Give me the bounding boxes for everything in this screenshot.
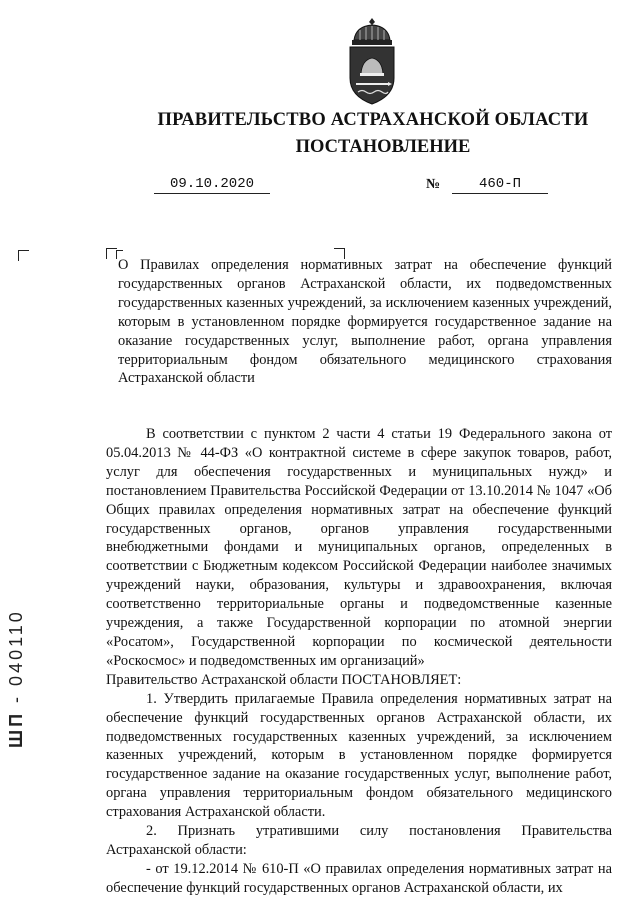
document-type: ПОСТАНОВЛЕНИЕ (295, 137, 471, 157)
government-title: ПРАВИТЕЛЬСТВО АСТРАХАНСКОЙ ОБЛАСТИ (157, 110, 589, 130)
preamble-paragraph: В соответствии с пунктом 2 части 4 статьи 19 Федерального закона от 05.04.2013 № 44-ФЗ «О контрактной системе в сфере закупок товаров, работ, услуг для обеспечения государственных и муниципальных нужд» и постановлением Правительства Российской Федерации от 13.10.2014 № 1047 «Об Общих правилах определения нормативных затрат на обеспечение функций государственных органов, органов управления государственными внебюджетными фондами и муниципальных органов, определенных в соответствии с Бюджетным кодексом Российской Федерации наиболее значимых учреждений науки, образования, культуры и здравоохранения, включая соответственно территориальные органы и подведомственные казенные учреждения, а также Государственной корпорации по атомной энергии «Росатом», Государственной корпорации по космической деятельности «Роскосмос» и подведомственных им организаций» (106, 426, 612, 669)
coat-of-arms-icon (344, 16, 400, 106)
side-registry-code (6, 609, 27, 748)
document-number: 460-П (452, 176, 548, 194)
side-code-separator: - (6, 693, 26, 703)
number-label: № (426, 177, 441, 192)
side-code-number: 040110 (6, 609, 26, 686)
document-date: 09.10.2020 (154, 176, 270, 194)
resolves-line: Правительство Астраханской области ПОСТАНОВЛЯЕТ: (106, 671, 462, 688)
item-1-paragraph: 1. Утвердить прилагаемые Правила определения нормативных затрат на обеспечение функций государственных органов Астраханской области, их подведомственных государственных казенных учреждений, за исключением казенных учреждений, которым в установленном порядке формируется государственное задание на оказание государственных услуг, выполнение работ, органа управления территориальным фондом обязательного медицинского страхования Астраханской области. (106, 690, 612, 821)
corner-mark (18, 250, 29, 261)
document-body (106, 425, 612, 898)
item-2-subitem: - от 19.12.2014 № 610-П «О правилах определения нормативных затрат на обеспечение функций государственных органов Астраханской области, их (106, 860, 612, 896)
item-2-paragraph: 2. Признать утратившими силу постановления Правительства Астраханской области: (106, 823, 612, 858)
side-code-prefix: ШП (6, 710, 26, 748)
document-subject: О Правилах определения нормативных затрат на обеспечение функций государственных органов Астраханской области, их подведомственных государственных казенных учреждений, за исключением казенных учреждений, которым в установленном порядке формируется государственное задание на оказание государственных услуг, выполнение работ, органа управления территориальным фондом обязательного медицинского страхования Астраханской области (118, 257, 612, 387)
